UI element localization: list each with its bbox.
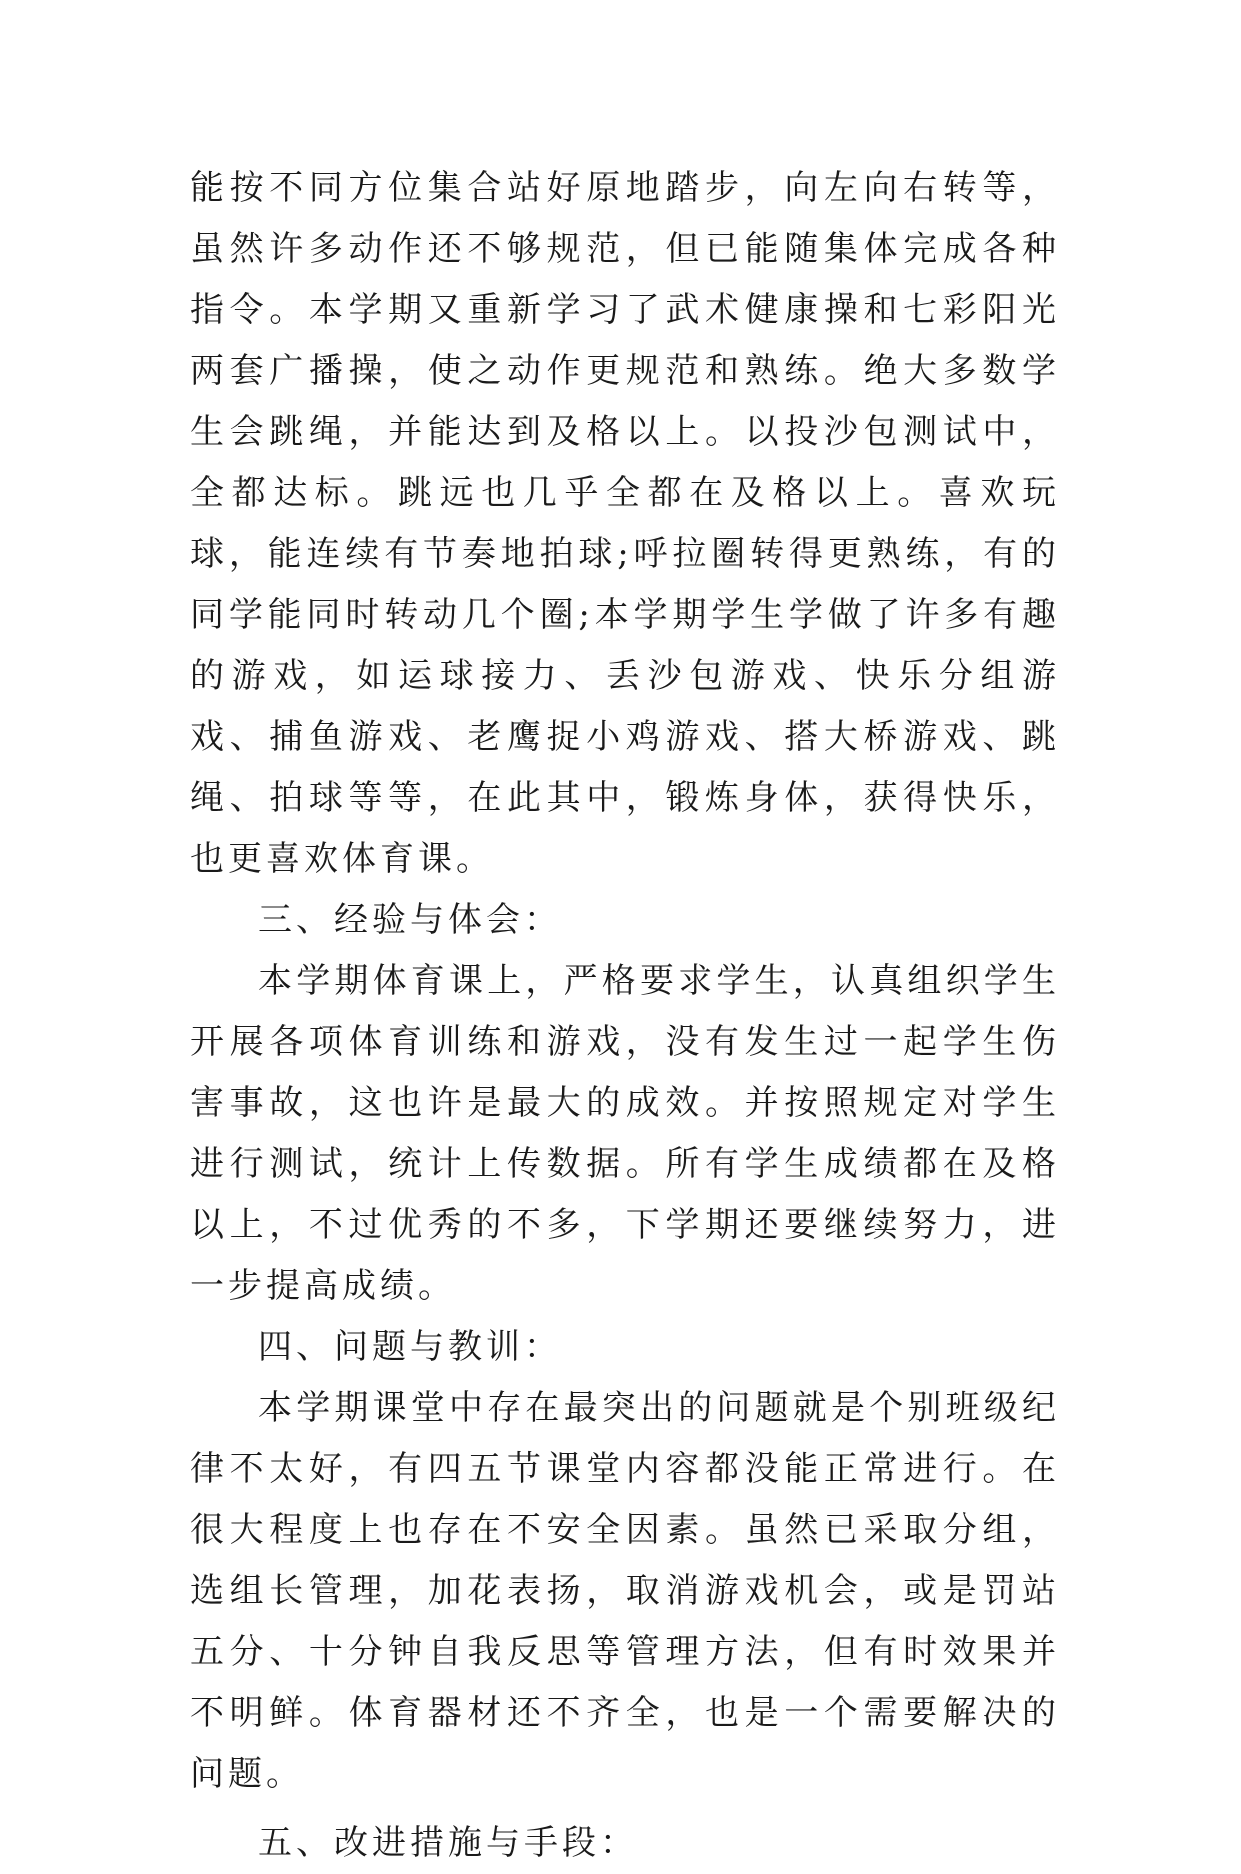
section-heading-improvements: 五、改进措施与手段：: [258, 1823, 638, 1863]
paragraph-body-1: 能按不同方位集合站好原地踏步，向左向右转等，虽然许多动作还不够规范，但已能随集体完成各种指令。本学期又重新学习了武术健康操和七彩阳光两套广播操，使之动作更规范和熟练。绝大多数学生会跳绳，并能达到及格以上。以投沙包测试中，全都达标。跳远也几乎全都在及格以上。喜欢玩球，能连续有节奏地拍球;呼拉圈转得更熟练，有的同学能同时转动几个圈;本学期学生学做了许多有趣的游戏，如运球接力、丢沙包游戏、快乐分组游戏、捕鱼游戏、老鹰捉小鸡游戏、搭大桥游戏、跳绳、拍球等等，在此其中，锻炼身体，获得快乐，也更喜欢体育课。: [190, 168, 1060, 879]
section-heading-problems: 四、问题与教训：: [258, 1327, 562, 1367]
section-heading-experience: 三、经验与体会：: [258, 900, 562, 940]
paragraph-body-3: 本学期课堂中存在最突出的问题就是个别班级纪律不太好，有四五节课堂内容都没能正常进行。在很大程度上也存在不安全因素。虽然已采取分组，选组长管理，加花表扬，取消游戏机会，或是罚站五分、十分钟自我反思等管理方法，但有时效果并不明鲜。体育器材还不齐全，也是一个需要解决的问题。: [190, 1388, 1060, 1794]
document-body: [190, 158, 1060, 1874]
paragraph-body-2: 本学期体育课上，严格要求学生，认真组织学生开展各项体育训练和游戏，没有发生过一起学生伤害事故，这也许是最大的成效。并按照规定对学生进行测试，统计上传数据。所有学生成绩都在及格以上，不过优秀的不多，下学期还要继续努力，进一步提高成绩。: [190, 961, 1060, 1306]
